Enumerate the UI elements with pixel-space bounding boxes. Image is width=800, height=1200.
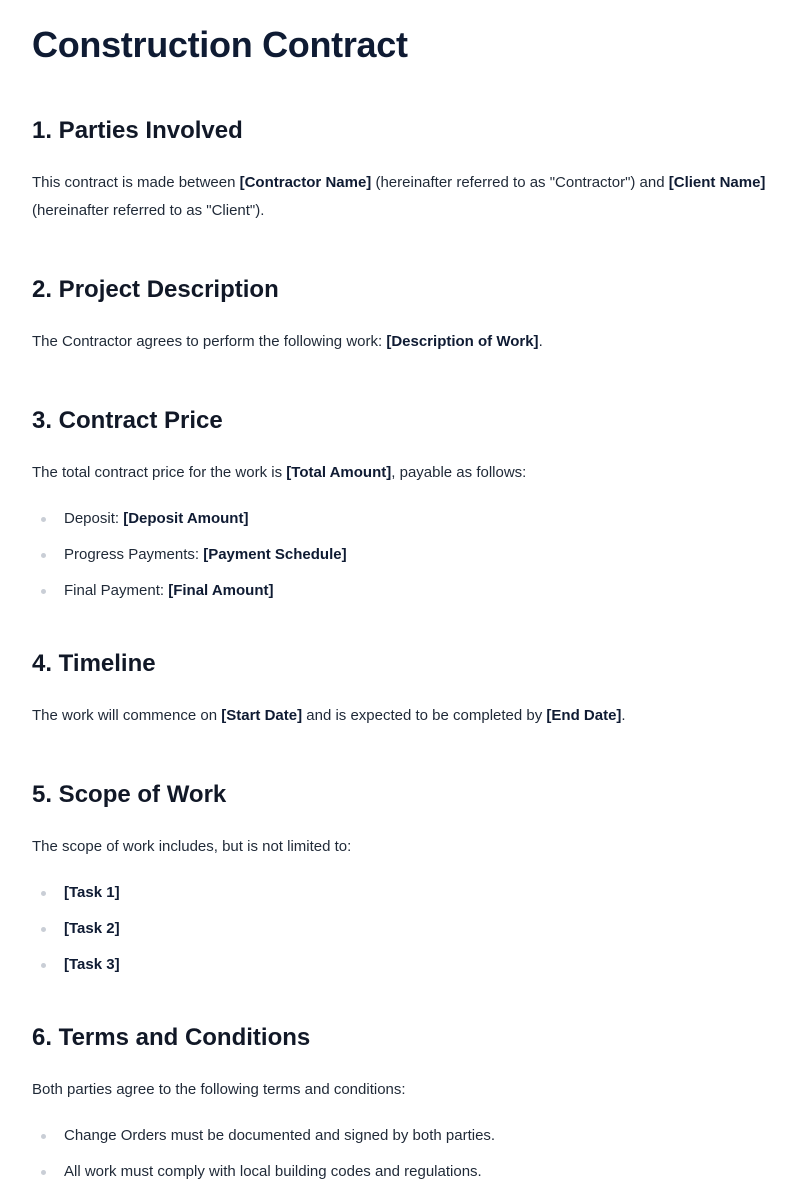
text: and is expected to be completed by bbox=[302, 707, 547, 724]
section-parties bbox=[32, 116, 768, 225]
section-paragraph: The scope of work includes, but is not limited to: bbox=[32, 838, 352, 855]
placeholder-start-date: [Start Date] bbox=[221, 707, 303, 724]
placeholder-task: [Task 1] bbox=[64, 884, 120, 901]
bullet bbox=[41, 589, 46, 594]
placeholder-client-name: [Client Name] bbox=[668, 174, 766, 191]
text: The work will commence on bbox=[32, 707, 222, 724]
text: , payable as follows: bbox=[391, 464, 527, 481]
term-text: All work must comply with local building codes and regulations. bbox=[64, 1163, 482, 1180]
bullet bbox=[41, 1170, 46, 1175]
list-item bbox=[32, 507, 768, 531]
item-label: Deposit: bbox=[64, 510, 124, 527]
text: The Contractor agrees to perform the following work: bbox=[32, 333, 387, 350]
section-heading: 2. Project Description bbox=[32, 276, 279, 303]
bullet bbox=[41, 963, 46, 968]
placeholder-payment-schedule: [Payment Schedule] bbox=[203, 546, 347, 563]
text: (hereinafter referred to as "Client"). bbox=[32, 202, 265, 219]
text: . bbox=[621, 707, 626, 724]
section-project-description bbox=[32, 275, 768, 356]
placeholder-task: [Task 2] bbox=[64, 920, 120, 937]
text: (hereinafter referred to as "Contractor") and bbox=[371, 174, 669, 191]
section-paragraph bbox=[32, 459, 768, 487]
text: This contract is made between bbox=[32, 174, 240, 191]
list-item bbox=[32, 917, 768, 941]
section-terms-and-conditions bbox=[32, 1023, 768, 1184]
placeholder-total-amount: [Total Amount] bbox=[286, 464, 392, 481]
task-list bbox=[32, 881, 768, 977]
section-paragraph: Both parties agree to the following terms and conditions: bbox=[32, 1081, 406, 1098]
section-timeline bbox=[32, 649, 768, 730]
placeholder-final-amount: [Final Amount] bbox=[168, 582, 274, 599]
item-label: Progress Payments: bbox=[64, 546, 204, 563]
list-item bbox=[32, 579, 768, 603]
bullet bbox=[41, 891, 46, 896]
placeholder-contractor-name: [Contractor Name] bbox=[239, 174, 372, 191]
section-paragraph bbox=[32, 328, 768, 356]
section-heading: 6. Terms and Conditions bbox=[32, 1024, 311, 1051]
bullet bbox=[41, 517, 46, 522]
section-contract-price bbox=[32, 406, 768, 603]
list-item bbox=[32, 881, 768, 905]
section-paragraph bbox=[32, 702, 768, 730]
bullet bbox=[41, 553, 46, 558]
placeholder-end-date: [End Date] bbox=[546, 707, 622, 724]
section-heading: 3. Contract Price bbox=[32, 407, 223, 434]
section-heading: 5. Scope of Work bbox=[32, 781, 227, 808]
list-item bbox=[32, 953, 768, 977]
bullet bbox=[41, 1134, 46, 1139]
bullet bbox=[41, 927, 46, 932]
placeholder-task: [Task 3] bbox=[64, 956, 120, 973]
placeholder-description-of-work: [Description of Work] bbox=[386, 333, 539, 350]
placeholder-deposit-amount: [Deposit Amount] bbox=[123, 510, 249, 527]
page-title: Construction Contract bbox=[32, 24, 408, 65]
payment-list bbox=[32, 507, 768, 603]
section-heading: 4. Timeline bbox=[32, 650, 156, 677]
text: . bbox=[538, 333, 543, 350]
item-label: Final Payment: bbox=[64, 582, 169, 599]
section-paragraph bbox=[32, 169, 768, 225]
list-item bbox=[32, 1124, 768, 1148]
term-text: Change Orders must be documented and signed by both parties. bbox=[64, 1127, 496, 1144]
section-scope-of-work bbox=[32, 780, 768, 977]
section-heading: 1. Parties Involved bbox=[32, 117, 243, 144]
list-item bbox=[32, 1160, 768, 1184]
text: The total contract price for the work is bbox=[32, 464, 287, 481]
list-item bbox=[32, 543, 768, 567]
terms-list bbox=[32, 1124, 768, 1184]
